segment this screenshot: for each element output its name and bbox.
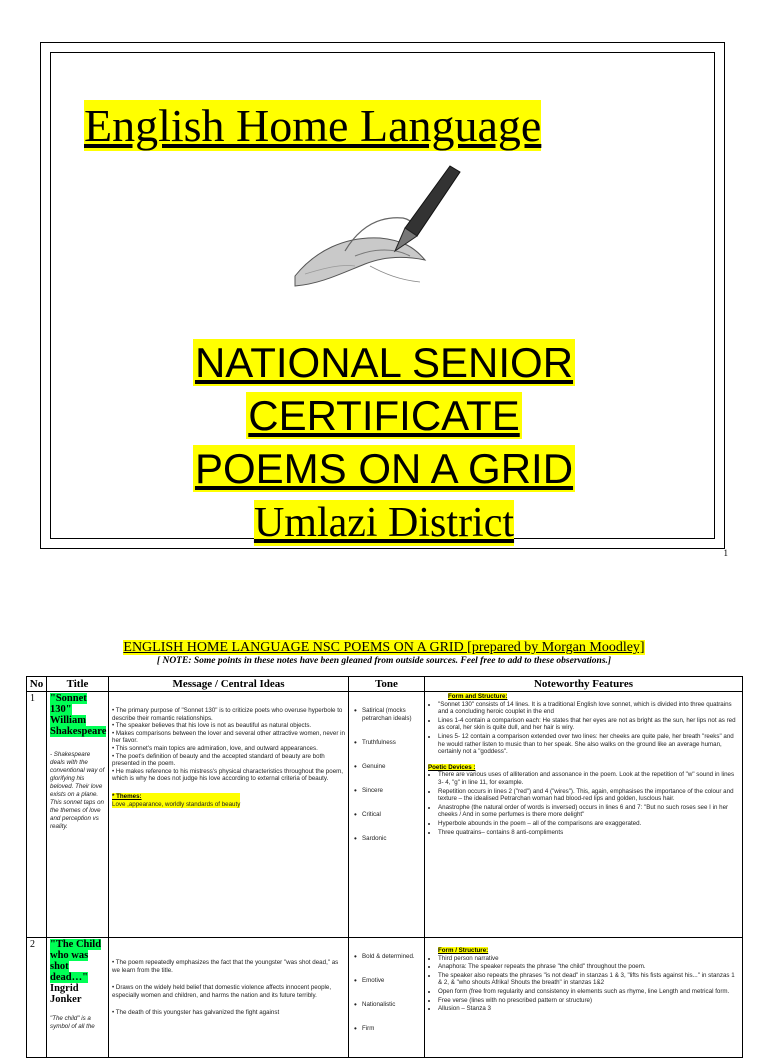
tone-item: • Truthfulness xyxy=(352,739,421,747)
cover-district: Umlazi District xyxy=(253,500,515,546)
feature-point: • Free verse (lines with no prescribed pattern or structure) xyxy=(438,997,739,1005)
poem-caption: "The child" is a symbol of all the xyxy=(50,1015,95,1030)
poem-title-cell xyxy=(47,692,109,938)
cover-line-1: NATIONAL SENIOR xyxy=(194,339,574,386)
cover-line-2: CERTIFICATE xyxy=(248,392,520,439)
tone-cell xyxy=(349,692,425,938)
tone-item: • Bold & determined. xyxy=(352,953,421,961)
feature-point: • Lines 5- 12 contain a comparison extended over two lines: her cheeks are quite pale, her breath "reeks" and he would rather listen to music than to her speak. She also walks on the ground like an average human, certainly not a "goddess". xyxy=(438,733,739,756)
table-header-row xyxy=(27,677,743,692)
table-row xyxy=(27,938,743,1058)
poem-title-cell xyxy=(47,938,109,1058)
tone-item: • Emotive xyxy=(352,977,421,985)
form-structure-heading: Form and Structure: xyxy=(448,693,508,700)
feature-point: • Anaphora: The speaker repeats the phrase "the child" throughout the poem. xyxy=(438,963,739,971)
message-point: • The poet's definition of beauty and the accepted standard of beauty are both presented in the poem. xyxy=(112,752,325,768)
feature-point: • Allusion – Stanza 3 xyxy=(438,1005,739,1013)
cover-line-3: POEMS ON A GRID xyxy=(194,445,574,492)
message-point: • Draws on the widely held belief that domestic violence affects innocent people, especially women and children, and harms the nation and its future terribly. xyxy=(112,984,332,999)
tone-item: • Sincere xyxy=(352,787,421,795)
message-point: • The primary purpose of "Sonnet 130" is to criticize poets who overuse hyperbole to describe their romantic relationships. xyxy=(112,707,343,722)
tone-item: • Sardonic xyxy=(352,835,421,843)
poem-title: "Sonnet 130" William Shakespeare xyxy=(50,693,107,737)
grid-title: ENGLISH HOME LANGUAGE NSC POEMS ON A GRID [prepared by Morgan Moodley] xyxy=(123,640,645,655)
header-tone: Tone xyxy=(349,677,425,692)
feature-point: • Repetition occurs in lines 2 ("red") and 4 ("wires"). This, again, emphasises the importance of the colour and texture – the idealised Petrarchan woman had blood-red lips and golden, lusclous hair. xyxy=(438,788,739,803)
cover-title: English Home Language xyxy=(84,100,542,151)
message-point: • The death of this youngster has galvanized the fight against xyxy=(112,1009,280,1017)
poetic-devices-heading: Poetic Devices : xyxy=(428,763,476,771)
feature-point: • Three quatrains– contains 8 anti-compliments xyxy=(438,829,739,837)
feature-point: • Third person narrative xyxy=(438,955,739,963)
message-point: • The poem repeatedly emphasizes the fact that the youngster "was shot dead," as we learn from the title. xyxy=(112,959,339,974)
feature-point: • Open form (free from regularity and consistency in elements such as rhyme, line Length and metrical form. xyxy=(438,988,739,996)
message-cell xyxy=(109,938,349,1058)
themes-block: * Themes: Love ,appearance, worldly standards of beauty xyxy=(112,792,241,808)
feature-point: • Hyperbole abounds in the poem – all of the comparisons are exaggerated. xyxy=(438,820,739,828)
hand-writing-pen-illustration xyxy=(285,156,475,306)
tone-item: • Firm xyxy=(352,1025,421,1033)
features-cell xyxy=(425,938,743,1058)
tone-item: • Nationalistic xyxy=(352,1001,421,1009)
header-message: Message / Central Ideas xyxy=(109,677,349,692)
row-number: 1 xyxy=(27,692,47,938)
message-point: • This sonnet's main topics are admiration, love, and outward appearances. xyxy=(112,744,318,752)
feature-point: • Lines 1-4 contain a comparison each: He states that her eyes are not as bright as the sun, her lips not as red as coral, her skin is quite dull, and her hair is wiry. xyxy=(438,717,739,732)
tone-cell xyxy=(349,938,425,1058)
header-features: Noteworthy Features xyxy=(425,677,743,692)
poem-title: "The Child who was shot dead…" Ingrid Jonker xyxy=(50,939,102,1005)
message-point: • The speaker believes that his love is not as beautiful as natural objects. xyxy=(112,722,312,730)
tone-item: • Critical xyxy=(352,811,421,819)
feature-point: • There are various uses of alliteration and assonance in the poem. Look at the repetition of "w" sound in lines 3- 4, "g" in line 11, for example. xyxy=(438,771,739,786)
table-row xyxy=(27,692,743,938)
features-cell xyxy=(425,692,743,938)
feature-point: • The speaker also repeats the phrases "is not dead" in stanzas 1 & 3, "lifts his fists against his..." in stanzas 1 & 2, & "who shouts Afrika! Shouts the breath" in stanzas 1&2 xyxy=(438,972,739,987)
message-cell xyxy=(109,692,349,938)
header-title: Title xyxy=(47,677,109,692)
form-structure-heading: Form / Structure: xyxy=(438,947,489,954)
feature-point: • "Sonnet 130" consists of 14 lines. It is a traditional English love sonnet, which is divided into three quatrains and a concluding heroic couplet in the end xyxy=(438,701,739,716)
header-no: No xyxy=(27,677,47,692)
message-point: • He makes reference to his mistress's physical characteristics throughout the poem, which is why he does not judge his love according to external criteria of beauty. xyxy=(112,767,344,783)
tone-item: • Satirical (mocks petrarchan ideals) xyxy=(352,707,421,723)
message-point: • Makes comparisons between the lover and several other attractive women, never in her favor. xyxy=(112,729,345,745)
grid-note: [ NOTE: Some points in these notes have been gleaned from outside sources. Feel free to add to these observations.] xyxy=(156,656,612,666)
feature-point: • Anastrophe (the natural order of words is inversed) occurs in lines 6 and 7: "But no such roses see I in her cheeks / And in some perfumes is there more delight" xyxy=(438,804,739,819)
page-number: 1 xyxy=(723,548,728,558)
tone-item: • Genuine xyxy=(352,763,421,771)
poem-caption: - Shakespeare deals with the conventional way of glorifying his beloved. Their love exists on a plane. This sonnet taps on the themes of love and perception vs reality. xyxy=(50,751,105,830)
row-number: 2 xyxy=(27,938,47,1058)
poems-grid-table xyxy=(26,676,743,1058)
